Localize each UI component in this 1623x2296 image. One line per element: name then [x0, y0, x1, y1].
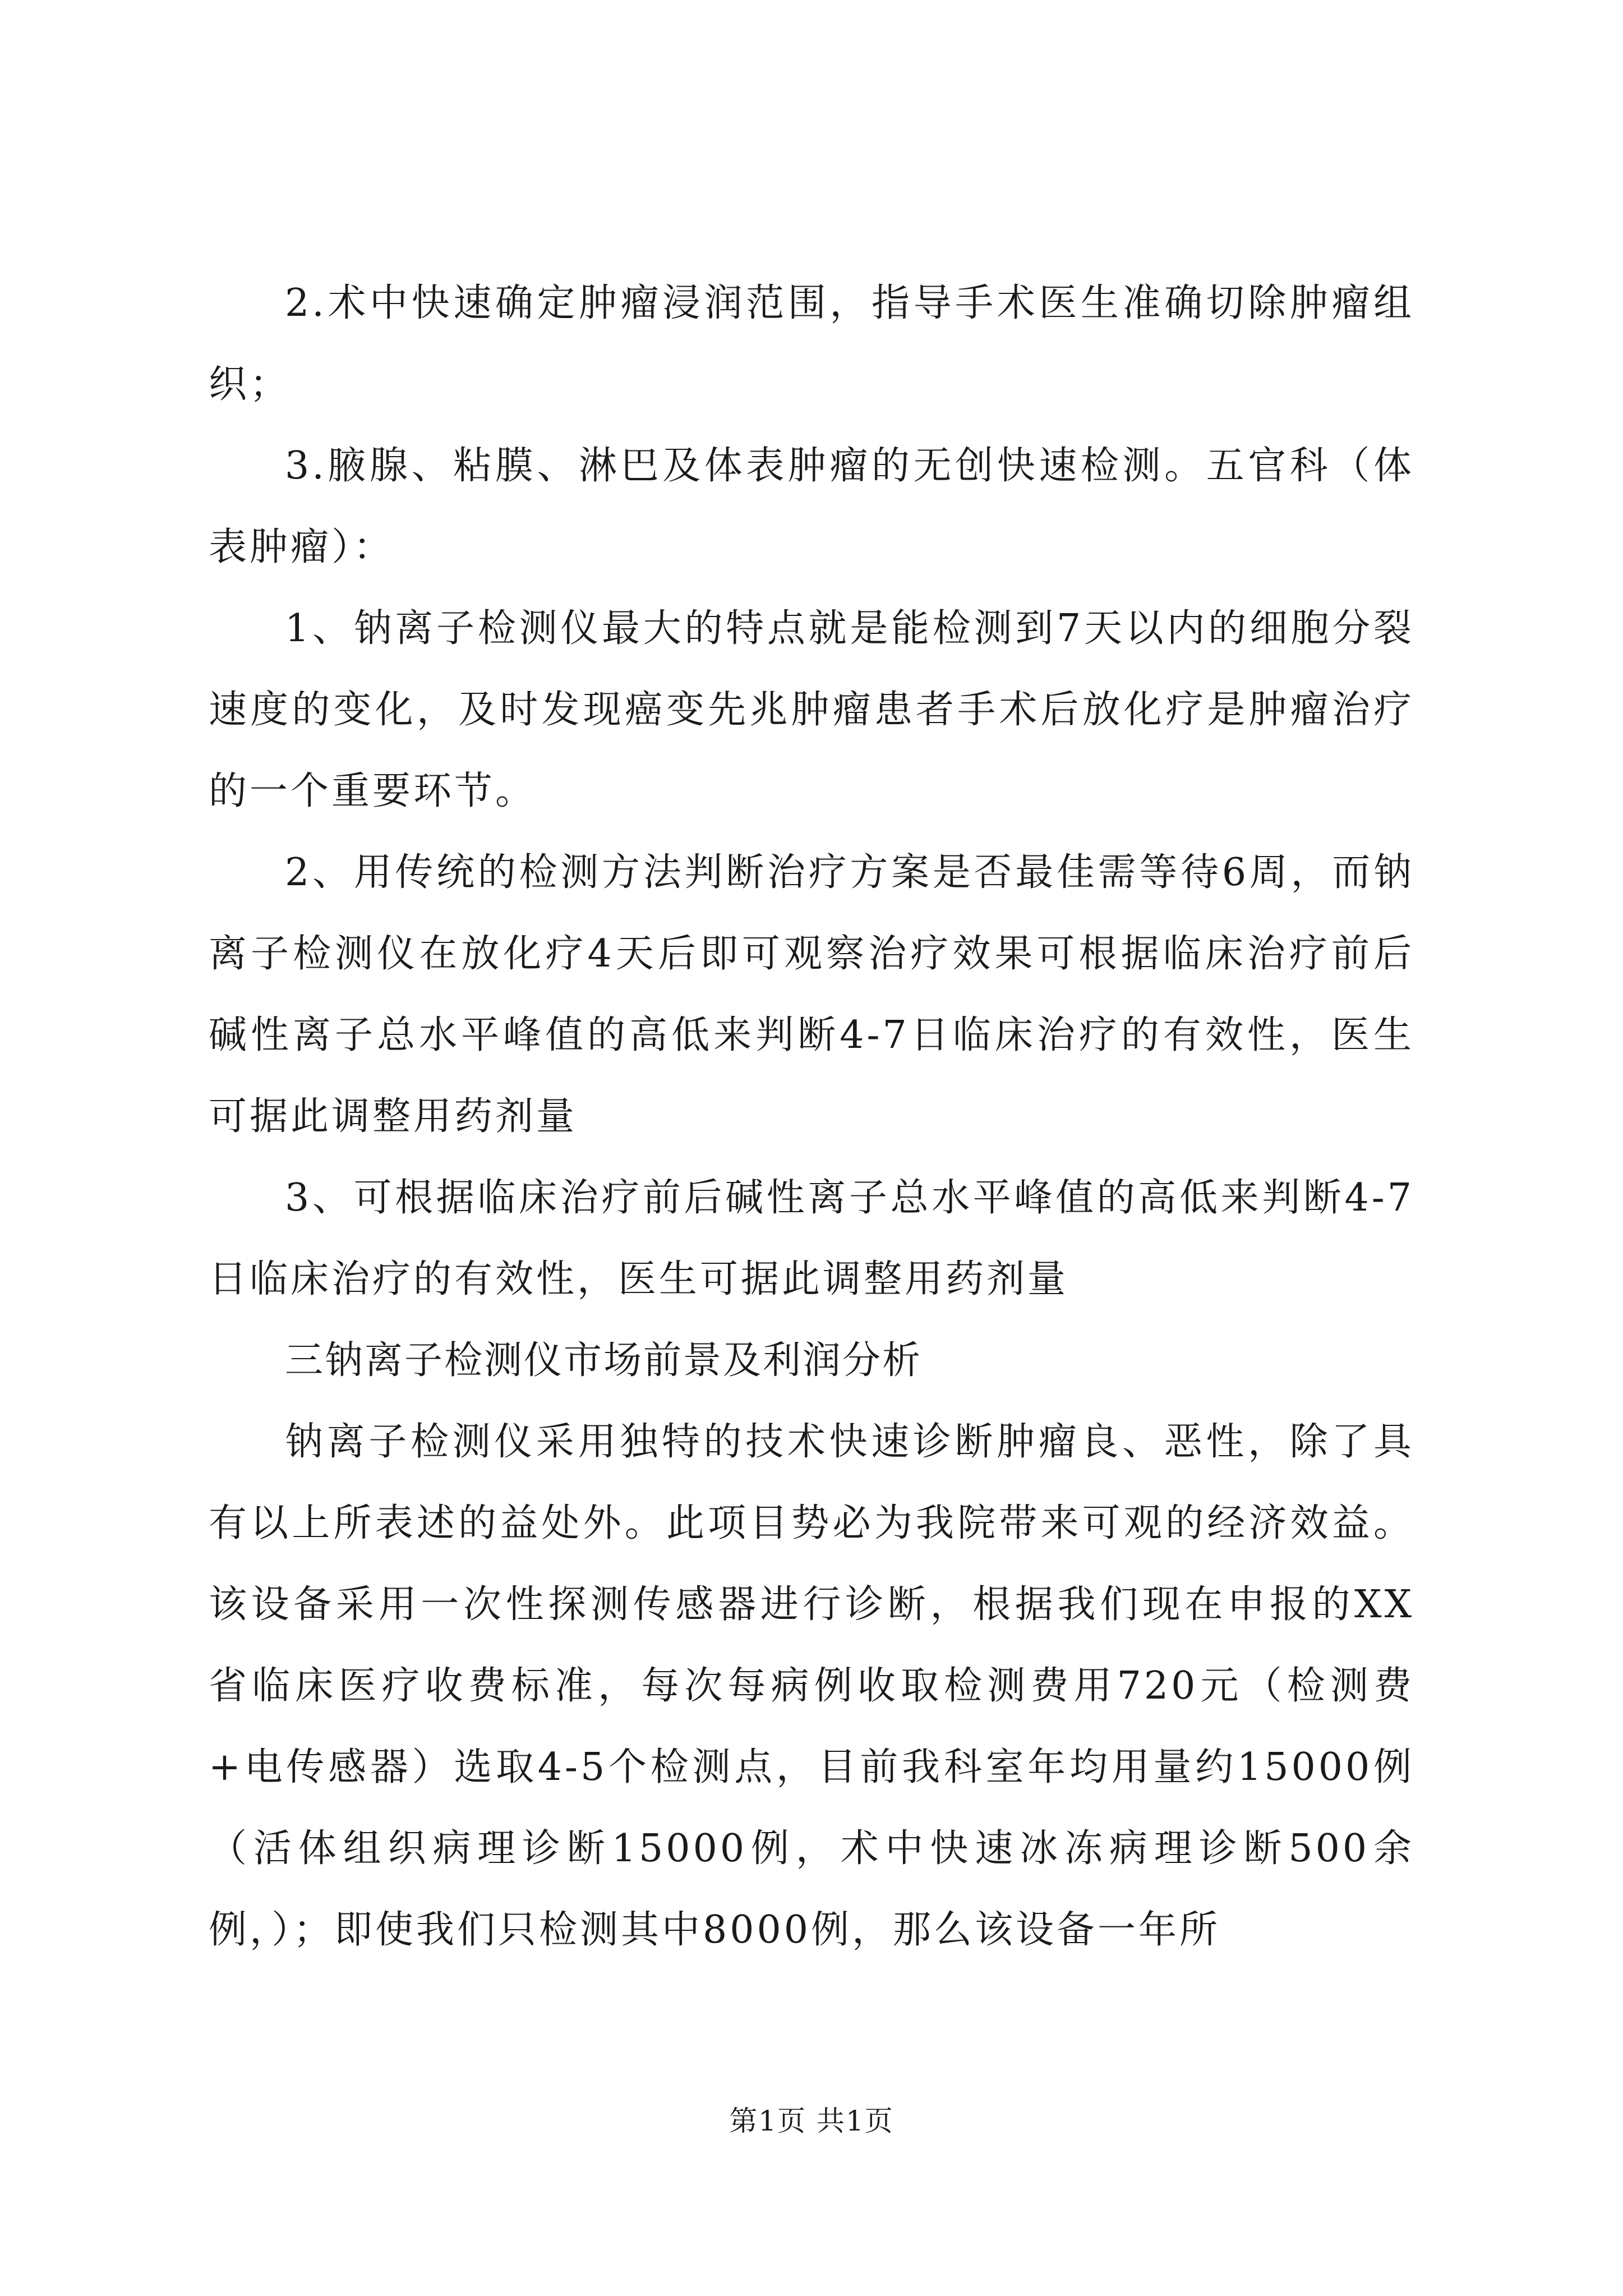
- paragraph-point-3: 3、可根据临床治疗前后碱性离子总水平峰值的高低来判断4-7日临床治疗的有效性，医生可据此调整用药剂量: [209, 1176, 1414, 1301]
- paragraph-point-1: 1、钠离子检测仪最大的特点就是能检测到7天以内的细胞分裂速度的变化，及时发现癌变先兆肿瘤患者手术后放化疗是肿瘤治疗的一个重要环节。: [209, 606, 1414, 813]
- paragraph-point-2: 2、用传统的检测方法判断治疗方案是否最佳需等待6周，而钠离子检测仪在放化疗4天后即可观察治疗效果可根据临床治疗前后碱性离子总水平峰值的高低来判断4-7日临床治疗的有效性，医生可据此调整用药剂量: [209, 850, 1414, 1139]
- document-body: [209, 263, 1414, 1971]
- page-footer: 第1页 共1页: [729, 2105, 894, 2137]
- paragraph-item-3: 3.腋腺、粘膜、淋巴及体表肿瘤的无创快速检测。五官科（体表肿瘤）：: [209, 444, 1414, 569]
- paragraph-item-2: 2.术中快速确定肿瘤浸润范围，指导手术医生准确切除肿瘤组织；: [209, 281, 1414, 407]
- paragraph-market-analysis: 钠离子检测仪采用独特的技术快速诊断肿瘤良、恶性，除了具有以上所表述的益处外。此项目势必为我院带来可观的经济效益。该设备采用一次性探测传感器进行诊断，根据我们现在申报的XX省临床医疗收费标准，每次每病例收取检测费用720元（检测费+电传感器）选取4-5个检测点，目前我科室年均用量约15000例（活体组织病理诊断15000例，术中快速冰冻病理诊断500余例，）；即使我们只检测其中8000例，那么该设备一年所: [209, 1420, 1414, 1952]
- section-heading: 三钠离子检测仪市场前景及利润分析: [285, 1338, 923, 1383]
